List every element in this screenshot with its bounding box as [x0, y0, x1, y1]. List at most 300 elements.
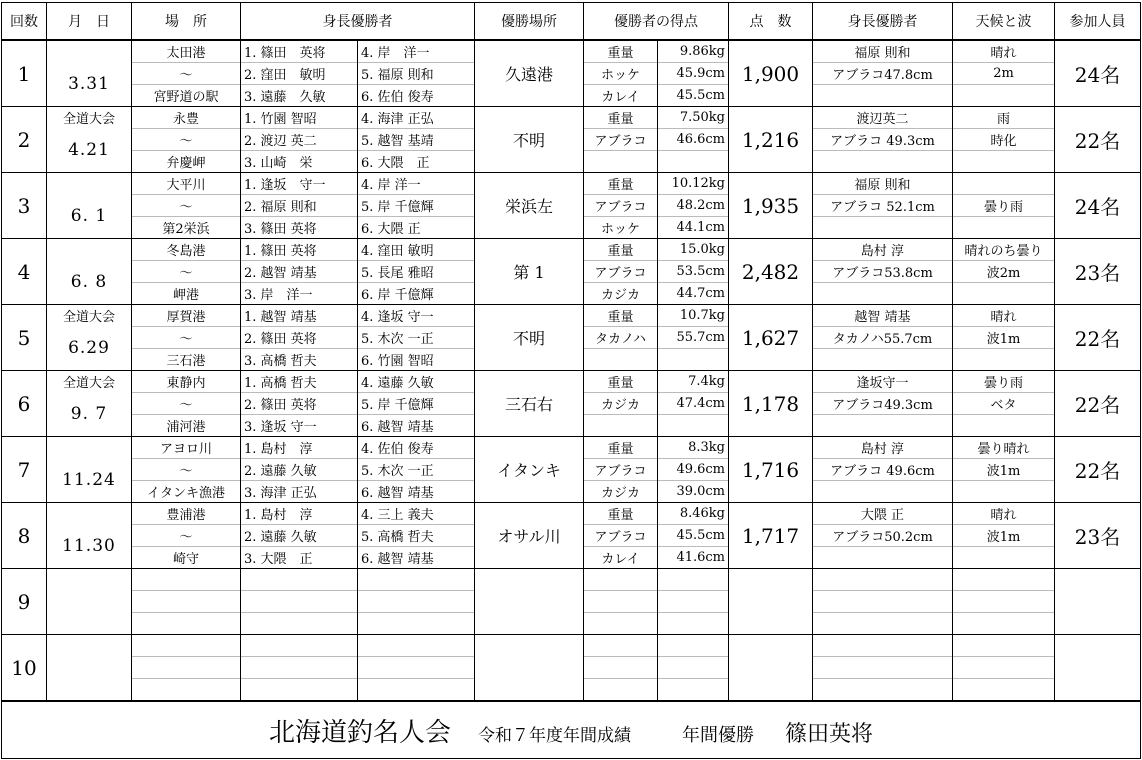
winner-b-line	[358, 569, 474, 591]
score-cell	[658, 173, 729, 239]
winner-a-line: 1. 篠田 英将	[241, 239, 357, 261]
fish-line	[584, 349, 657, 370]
score-cell	[658, 437, 729, 503]
weather-line	[953, 151, 1054, 172]
fish-cell	[584, 239, 658, 305]
top-fish-line: 島村 淳	[813, 437, 952, 459]
winner-a-line: 2. 篠田 英将	[241, 393, 357, 415]
weather-cell	[953, 437, 1055, 503]
points-value: 1,216	[729, 107, 813, 173]
event-label: 全道大会	[62, 112, 115, 127]
win-place: 久遠港	[475, 40, 584, 107]
winner-a-line	[241, 613, 357, 634]
top-fish-line	[813, 217, 952, 238]
score-cell	[658, 635, 729, 702]
winner-b	[358, 173, 474, 238]
place-line: 永豊	[132, 107, 240, 129]
weather-line: 晴れ	[953, 305, 1054, 327]
points-value: 1,935	[729, 173, 813, 239]
weather-line	[953, 591, 1054, 613]
winner-b-line: 5. 越智 基靖	[358, 129, 474, 151]
date-value: 9. 7	[70, 404, 108, 424]
winner-b-line: 6. 大隈 正	[361, 156, 430, 171]
event-label: 全道大会	[62, 376, 115, 391]
score-line: 48.2cm	[658, 195, 728, 217]
place-line: 豊浦港	[132, 503, 240, 525]
winner-b-line: 5. 木次 一正	[358, 459, 474, 481]
winners-a-cell	[241, 437, 358, 503]
score-line: 47.4cm	[658, 393, 728, 415]
score-line: 10.12kg	[658, 173, 728, 195]
score-line	[658, 613, 728, 634]
winner-a-line: 1. 篠田 英将	[241, 41, 357, 63]
winner-a-line: 1. 逢坂 守一	[241, 173, 357, 195]
date-value	[47, 656, 131, 700]
top-fish-line: 大隈 正	[813, 503, 952, 525]
weather-line	[953, 547, 1054, 568]
header-round: 回数	[2, 3, 47, 41]
score	[658, 41, 728, 106]
fish-cell	[584, 569, 658, 635]
weather-cell	[953, 239, 1055, 305]
winner-a	[241, 305, 357, 370]
place	[132, 173, 240, 238]
winner-b-line: 4. 岸 洋一	[358, 173, 474, 195]
place-line: 第2栄浜	[162, 222, 210, 237]
participants-count: 22名	[1055, 371, 1141, 437]
fish	[584, 437, 657, 502]
place-line	[132, 613, 240, 634]
fish-line: 重量	[584, 239, 657, 261]
fish-line	[584, 591, 657, 613]
weather	[953, 437, 1054, 502]
winner-b-line	[358, 679, 474, 700]
weather-line	[953, 283, 1054, 304]
date-value: 6. 1	[70, 206, 108, 226]
place-line	[132, 591, 240, 613]
date-cell	[47, 305, 132, 371]
winners-b-cell	[358, 569, 475, 635]
winner-a-line: 3. 海津 正弘	[244, 486, 317, 501]
win-place: イタンキ	[475, 437, 584, 503]
weather-line	[953, 349, 1054, 370]
score-cell	[658, 503, 729, 569]
top-fish	[813, 635, 952, 700]
points-value: 1,717	[729, 503, 813, 569]
header-winners: 身長優勝者	[241, 3, 475, 41]
weather-cell	[953, 371, 1055, 437]
score-line: 53.5cm	[658, 261, 728, 283]
weather-line: 晴れのち曇り	[953, 239, 1054, 261]
score	[658, 305, 728, 370]
date-cell	[47, 107, 132, 173]
win-place: オサル川	[475, 503, 584, 569]
winner-b-line: 4. 窪田 敏明	[358, 239, 474, 261]
top-fish-cell	[813, 239, 953, 305]
weather-line	[953, 173, 1054, 195]
fish-cell	[584, 107, 658, 173]
winner-a-line: 3. 大隈 正	[244, 552, 313, 567]
date-cell	[47, 503, 132, 569]
place-line: 弁慶岬	[166, 156, 206, 171]
header-participants: 参加人員	[1055, 3, 1141, 41]
weather-line: 時化	[953, 129, 1054, 151]
winners-a-cell	[241, 239, 358, 305]
fish	[584, 173, 657, 238]
place-line: ～	[132, 459, 240, 481]
event-label	[47, 239, 131, 260]
fish-line: カジカ	[584, 393, 657, 415]
footer-row	[2, 701, 1141, 759]
top-fish	[813, 569, 952, 634]
date-cell	[47, 239, 132, 305]
winners-a-cell	[241, 305, 358, 371]
top-fish	[813, 107, 952, 172]
weather-line: 波1m	[953, 525, 1054, 547]
winner-a-line: 3. 遠藤 久敏	[244, 90, 326, 105]
score	[658, 371, 728, 436]
winners-b-cell	[358, 305, 475, 371]
top-fish	[813, 371, 952, 436]
fish-line	[584, 415, 657, 436]
date-value	[47, 590, 131, 634]
weather-line	[953, 635, 1054, 657]
winner-a-line: 2. 福原 則和	[241, 195, 357, 217]
top-fish-cell	[813, 40, 953, 107]
participants-count: 24名	[1055, 173, 1141, 239]
header-points: 点 数	[729, 3, 813, 41]
winner-a-line: 2. 遠藤 久敏	[241, 459, 357, 481]
winner-a-line	[241, 657, 357, 679]
score-line: 8.3kg	[658, 437, 728, 459]
winner-a-line: 2. 遠藤 久敏	[241, 525, 357, 547]
weather-line	[953, 679, 1054, 700]
fish-line: カレイ	[601, 552, 640, 567]
winner-b-line: 5. 岸 千億輝	[358, 195, 474, 217]
place	[132, 569, 240, 634]
winners-b-cell	[358, 239, 475, 305]
fish-cell	[584, 371, 658, 437]
place-line: ～	[132, 327, 240, 349]
fish-line	[584, 657, 657, 679]
date-value: 11.30	[62, 536, 116, 556]
place-line: 宮野道の駅	[153, 90, 219, 105]
score-line: 46.6cm	[658, 129, 728, 151]
winners-a-cell	[241, 635, 358, 702]
place-line: 大平川	[132, 173, 240, 195]
round-number: 2	[2, 107, 47, 173]
top-fish-line: アブラコ 52.1cm	[813, 195, 952, 217]
top-fish-line: アブラコ47.8cm	[813, 63, 952, 85]
fish-line	[584, 151, 657, 172]
footer-label: 年間優勝	[682, 724, 754, 746]
place-line: 崎守	[172, 552, 199, 567]
footer-org: 北海道釣名人会	[268, 717, 451, 748]
winner-b-line: 5. 木次 一正	[358, 327, 474, 349]
winner-b-line: 4. 逢坂 守一	[358, 305, 474, 327]
winner-b-line: 5. 福原 則和	[358, 63, 474, 85]
winner-a	[241, 173, 357, 238]
weather-line: 晴れ	[953, 41, 1054, 63]
participants-count: 22名	[1055, 437, 1141, 503]
score-line: 49.6cm	[658, 459, 728, 481]
fish-line: 重量	[584, 173, 657, 195]
winner-b-line: 5. 高橋 哲夫	[358, 525, 474, 547]
winner-b-line: 4. 岸 洋一	[358, 41, 474, 63]
weather-line	[953, 481, 1054, 502]
winner-a-line: 2. 篠田 英将	[241, 327, 357, 349]
fish-line: 重量	[584, 437, 657, 459]
winners-b-cell	[358, 503, 475, 569]
date-value: 6.29	[68, 338, 110, 358]
fish-line: アブラコ	[584, 195, 657, 217]
top-fish-line: 渡辺英二	[813, 107, 952, 129]
fish-line: カレイ	[601, 90, 640, 105]
event-label	[47, 635, 131, 656]
score	[658, 107, 728, 172]
score-line: 44.1cm	[676, 220, 725, 235]
date-cell	[47, 40, 132, 107]
weather-cell	[953, 305, 1055, 371]
weather-line	[953, 217, 1054, 238]
winner-b-line: 4. 遠藤 久敏	[358, 371, 474, 393]
fish-cell	[584, 173, 658, 239]
weather-line: 2m	[953, 63, 1054, 85]
table-row	[2, 107, 1141, 173]
top-fish-cell	[813, 305, 953, 371]
winner-b-line: 6. 越智 靖基	[361, 552, 434, 567]
winner-a	[241, 41, 357, 106]
score	[658, 503, 728, 568]
score-line: 10.7kg	[658, 305, 728, 327]
place-line: ～	[132, 525, 240, 547]
top-fish	[813, 239, 952, 304]
header-row	[2, 3, 1141, 41]
winner-b	[358, 437, 474, 502]
points-value: 1,178	[729, 371, 813, 437]
winner-b	[358, 371, 474, 436]
place-line: イタンキ漁港	[146, 486, 225, 501]
weather	[953, 239, 1054, 304]
fish-line: 重量	[584, 41, 657, 63]
score-cell	[658, 107, 729, 173]
winner-b-line: 6. 越智 靖基	[361, 486, 434, 501]
place	[132, 239, 240, 304]
place	[132, 635, 240, 700]
date-value: 11.24	[62, 470, 116, 490]
weather	[953, 41, 1054, 106]
place-cell	[132, 635, 241, 702]
points-value	[729, 635, 813, 702]
table-row	[2, 173, 1141, 239]
top-fish-line: アブラコ 49.6cm	[813, 459, 952, 481]
top-fish-line: アブラコ49.3cm	[813, 393, 952, 415]
winners-b-cell	[358, 40, 475, 107]
top-fish-line	[813, 547, 952, 568]
winner-a-line: 1. 越智 靖基	[241, 305, 357, 327]
points-value: 1,716	[729, 437, 813, 503]
place	[132, 371, 240, 436]
winner-b-line: 6. 竹園 智昭	[361, 354, 434, 369]
participants-count: 23名	[1055, 239, 1141, 305]
place-line	[132, 569, 240, 591]
weather-line: 晴れ	[953, 503, 1054, 525]
event-label	[47, 503, 131, 524]
winner-a-line: 2. 窪田 敏明	[241, 63, 357, 85]
top-fish-cell	[813, 635, 953, 702]
fish-line	[584, 635, 657, 657]
weather-line: 波1m	[953, 459, 1054, 481]
score-line: 39.0cm	[676, 484, 725, 499]
weather-line: 波2m	[953, 261, 1054, 283]
winners-a-cell	[241, 107, 358, 173]
score-line: 15.0kg	[658, 239, 728, 261]
top-fish-line: 福原 則和	[813, 173, 952, 195]
table-row	[2, 40, 1141, 107]
winner-b-line	[358, 657, 474, 679]
participants-count: 24名	[1055, 40, 1141, 107]
score-line	[658, 635, 728, 657]
place-line: 岬港	[172, 288, 199, 303]
top-fish-line: アブラコ53.8cm	[813, 261, 952, 283]
win-place: 第 1	[475, 239, 584, 305]
winner-a-line: 1. 島村 淳	[241, 437, 357, 459]
fish-line: 重量	[584, 371, 657, 393]
place-line	[132, 657, 240, 679]
fish-line: 重量	[584, 305, 657, 327]
top-fish-cell	[813, 437, 953, 503]
weather-cell	[953, 107, 1055, 173]
weather-line: 曇り晴れ	[953, 437, 1054, 459]
place-cell	[132, 173, 241, 239]
winner-a	[241, 503, 357, 568]
weather	[953, 107, 1054, 172]
round-number: 3	[2, 173, 47, 239]
place-line: ～	[132, 129, 240, 151]
winner-a-line: 3. 逢坂 守一	[244, 420, 317, 435]
score	[658, 569, 728, 634]
fish-line: アブラコ	[584, 525, 657, 547]
place-line: 浦河港	[166, 420, 206, 435]
score-line: 45.5cm	[658, 525, 728, 547]
win-place: 不明	[475, 305, 584, 371]
participants-count: 23名	[1055, 503, 1141, 569]
score-cell	[658, 371, 729, 437]
winner-b-line: 4. 三上 義夫	[358, 503, 474, 525]
fish-line	[584, 569, 657, 591]
winner-b	[358, 635, 474, 700]
points-value: 2,482	[729, 239, 813, 305]
score-line	[658, 349, 728, 370]
top-fish-line	[813, 657, 952, 679]
top-fish-line: アブラコ50.2cm	[813, 525, 952, 547]
score-line: 55.7cm	[658, 327, 728, 349]
header-winner-score: 優勝者の得点	[584, 3, 729, 41]
top-fish-cell	[813, 503, 953, 569]
fish	[584, 503, 657, 568]
winners-a-cell	[241, 40, 358, 107]
top-fish	[813, 41, 952, 106]
date-cell	[47, 635, 132, 702]
place	[132, 437, 240, 502]
weather-line: 雨	[953, 107, 1054, 129]
date-cell	[47, 437, 132, 503]
event-label	[47, 41, 131, 62]
fish-line: カジカ	[600, 486, 640, 501]
top-fish-line	[813, 569, 952, 591]
fish-line: アブラコ	[584, 459, 657, 481]
weather-line: 波1m	[953, 327, 1054, 349]
place-line: ～	[132, 393, 240, 415]
top-fish-line: アブラコ 49.3cm	[813, 129, 952, 151]
fish-line	[584, 679, 657, 700]
fish-cell	[584, 40, 658, 107]
date-value: 3.31	[68, 74, 110, 94]
score-cell	[658, 40, 729, 107]
top-fish	[813, 305, 952, 370]
winner-a	[241, 635, 357, 700]
winner-a-line: 2. 渡辺 英二	[241, 129, 357, 151]
place-line: ～	[132, 261, 240, 283]
winners-b-cell	[358, 371, 475, 437]
place	[132, 503, 240, 568]
winner-b-line: 4. 海津 正弘	[358, 107, 474, 129]
weather-cell	[953, 569, 1055, 635]
winner-a-line	[241, 569, 357, 591]
weather-cell	[953, 40, 1055, 107]
table-row	[2, 569, 1141, 635]
top-fish-cell	[813, 107, 953, 173]
date-cell	[47, 569, 132, 635]
top-fish-line: タカノハ55.7cm	[813, 327, 952, 349]
win-place	[475, 569, 584, 635]
top-fish-line	[813, 591, 952, 613]
fish-line: 重量	[584, 503, 657, 525]
winner-b-line: 6. 佐伯 俊寿	[361, 90, 434, 105]
score-line	[658, 591, 728, 613]
table-row	[2, 371, 1141, 437]
top-fish-line: 福原 則和	[813, 41, 952, 63]
top-fish-line	[813, 613, 952, 634]
weather-line	[953, 657, 1054, 679]
winner-a-line: 3. 高橋 哲夫	[244, 354, 317, 369]
event-label	[47, 569, 131, 590]
weather	[953, 569, 1054, 634]
score-line	[658, 569, 728, 591]
winner-b-line: 6. 岸 千億輝	[361, 288, 434, 303]
table-row	[2, 437, 1141, 503]
winner-b	[358, 41, 474, 106]
winner-a	[241, 569, 357, 634]
score-line: 7.50kg	[658, 107, 728, 129]
place-line: 太田港	[132, 41, 240, 63]
winner-b-line	[358, 635, 474, 657]
top-fish-line	[813, 85, 952, 106]
place-cell	[132, 40, 241, 107]
winner-b-line: 4. 佐伯 俊寿	[358, 437, 474, 459]
score-line: 45.9cm	[658, 63, 728, 85]
fish-line: ホッケ	[584, 63, 657, 85]
place-cell	[132, 569, 241, 635]
winners-a-cell	[241, 371, 358, 437]
winner-a-line: 1. 竹園 智昭	[241, 107, 357, 129]
winner-a	[241, 239, 357, 304]
weather	[953, 503, 1054, 568]
footer-winner: 篠田英将	[785, 721, 874, 747]
winner-a	[241, 371, 357, 436]
place-line: 東静内	[132, 371, 240, 393]
top-fish-line	[813, 415, 952, 436]
